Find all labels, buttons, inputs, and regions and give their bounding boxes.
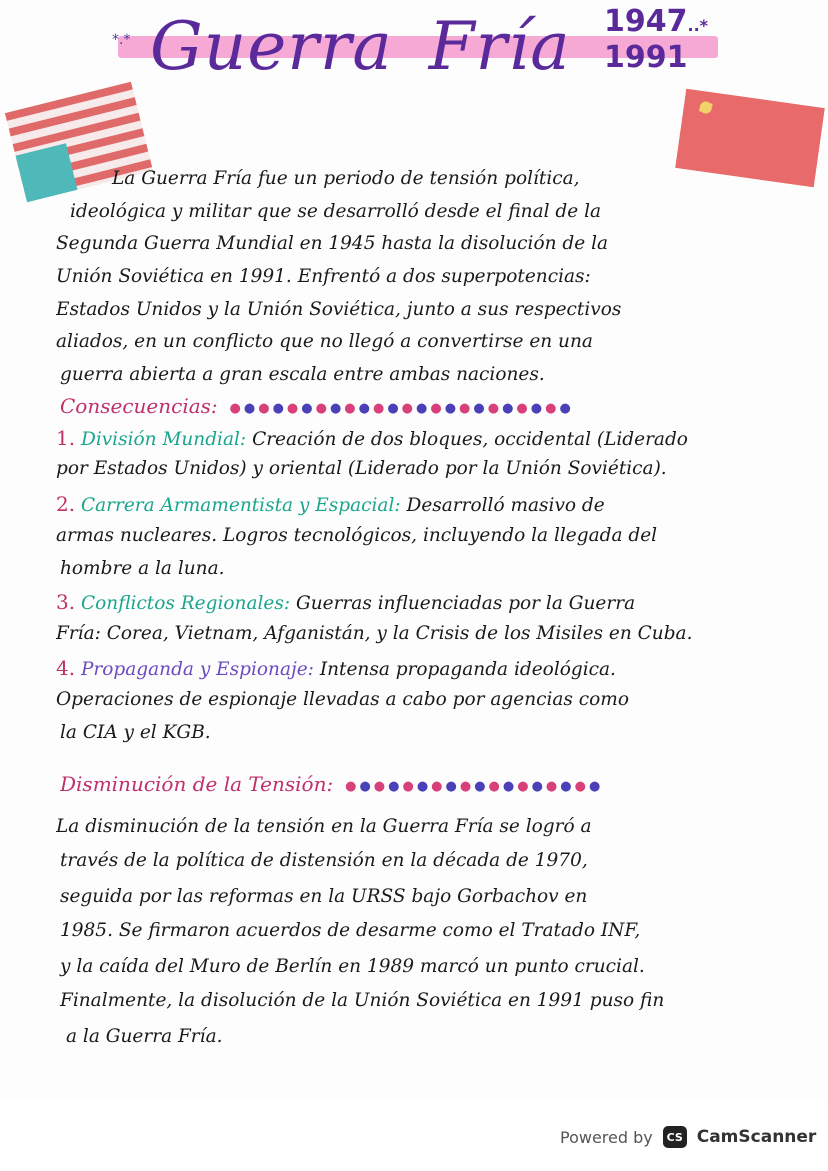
item-label: Carrera Armamentista y Espacial: [80,495,401,516]
disminucion-heading [60,772,780,796]
title-decoration-left: *.* [112,32,131,48]
item-text-line: Fría: Corea, Vietnam, Afganistán, y la Crisis de los Misiles en Cuba. [56,623,693,644]
dots-divider: ●●●●●●●●●●●●●●●●●●●●●●●● [229,400,574,416]
item-text-line: Operaciones de espionaje llevadas a cabo por agencias como [56,689,629,710]
disminucion-line: Finalmente, la disolución de la Unión Soviética en 1991 puso fin [60,990,665,1011]
consecuencia-item-2 [56,492,776,516]
item-text: Desarrolló masivo de [406,495,605,516]
intro-line: Segunda Guerra Mundial en 1945 hasta la disolución de la [56,233,609,254]
year-start: 1947 [604,4,688,39]
item-label: Conflictos Regionales: [80,593,291,614]
consecuencia-item-3 [56,590,776,614]
item-text-line: hombre a la luna. [60,558,225,579]
powered-by-label: Powered by [560,1127,653,1147]
item-number: 4. [56,656,76,680]
intro-line: Unión Soviética en 1991. Enfrentó a dos superpotencias: [56,266,591,287]
item-text-line: la CIA y el KGB. [60,722,211,743]
item-text-line: armas nucleares. Logros tecnológicos, incluyendo la llegada del [56,525,658,546]
consecuencia-item-4 [56,656,776,680]
consecuencias-title: Consecuencias: [60,394,218,418]
title-decoration-right: ..* [687,16,709,35]
dots-divider: ●●●●●●●●●●●●●●●●●● [345,778,604,794]
title-years [604,6,724,74]
consecuencia-item-1 [56,426,776,450]
consecuencias-heading [60,394,780,418]
camscanner-brand: CamScanner [696,1127,817,1147]
item-label: Propaganda y Espionaje: [80,659,314,680]
camscanner-logo-icon: CS [663,1126,687,1148]
disminucion-line: La disminución de la tensión en la Guerra Fría se logró a [56,816,592,837]
disminucion-line: 1985. Se firmaron acuerdos de desarme como el Tratado INF, [60,920,641,941]
item-text: Creación de dos bloques, occidental (Liderado [252,429,688,450]
disminucion-line: través de la política de distensión en la década de 1970, [60,850,588,871]
disminucion-line: y la caída del Muro de Berlín en 1989 marcó un punto crucial. [60,956,645,977]
item-label: División Mundial: [80,429,247,450]
disminucion-line: seguida por las reformas en la URSS bajo Gorbachov en [60,886,588,907]
disminucion-line: a la Guerra Fría. [66,1026,223,1047]
year-end: 1991 [604,40,688,75]
item-text: Guerras influenciadas por la Guerra [295,593,636,614]
intro-line: guerra abierta a gran escala entre ambas naciones. [60,364,545,385]
item-number: 2. [56,492,76,516]
camscanner-watermark [560,1126,816,1148]
item-text: Intensa propaganda ideológica. [319,659,616,680]
page-title [150,8,607,85]
intro-line: La Guerra Fría fue un periodo de tensión política, [112,168,580,189]
intro-line: aliados, en un conflicto que no llegó a convertirse en una [56,331,593,352]
title-word-guerra: Guerra [150,8,393,85]
item-text-line: por Estados Unidos) y oriental (Liderado por la Unión Soviética). [56,458,667,479]
item-number: 1. [56,426,76,450]
disminucion-title: Disminución de la Tensión: [60,772,334,796]
intro-line: ideológica y militar que se desarrolló desde el final de la [70,201,602,222]
item-number: 3. [56,590,76,614]
intro-line: Estados Unidos y la Unión Soviética, junto a sus respectivos [56,299,622,320]
title-word-fria: Fría [428,8,571,85]
